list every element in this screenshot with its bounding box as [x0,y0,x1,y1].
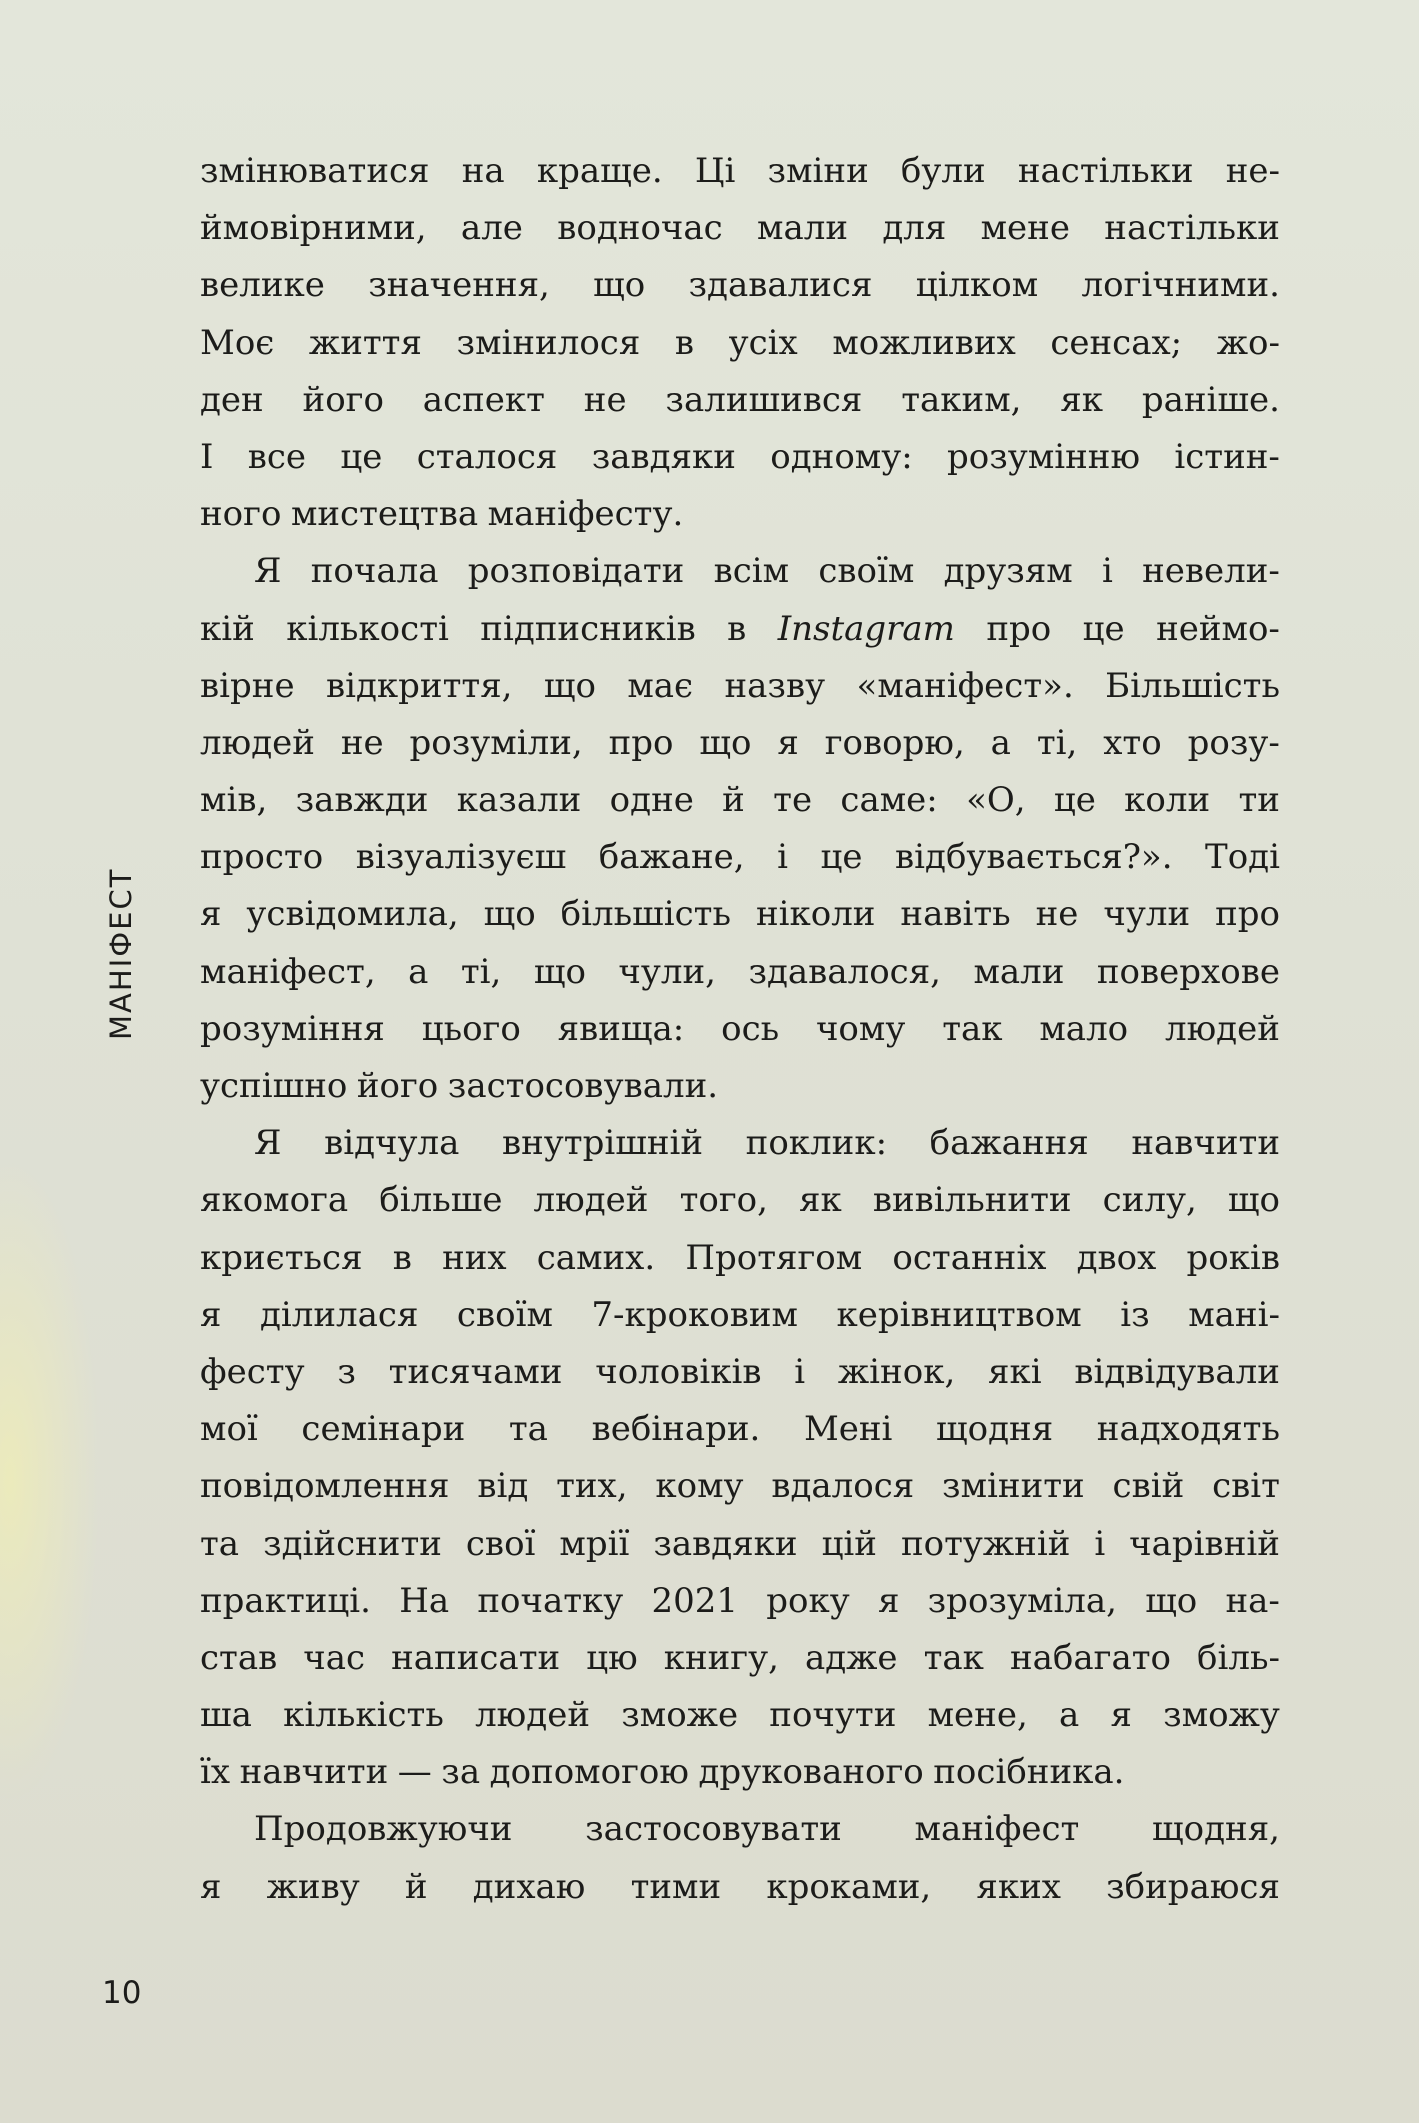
running-header-vertical: МАНІФЕСТ [104,867,138,1040]
text-line: фесту з тисячами чоловіків і жінок, які відвідували [200,1351,1280,1392]
text-line: їх навчити — за допомогою друкованого посібника. [200,1752,1125,1793]
text-line: я живу й дихаю тими кроками, яких збираюся [200,1866,1280,1907]
text-line: кій кількості підписників в Instagram про це неймо- [200,608,1280,649]
text-line: мої семінари та вебінари. Мені щодня надходять [200,1409,1280,1450]
text-line: якомога більше людей того, як вивільнити силу, що [200,1180,1280,1221]
text-line: ден його аспект не залишився таким, як раніше. [200,379,1280,420]
text-line: Продовжуючи застосовувати маніфест щодня, [254,1809,1280,1850]
text-line: ймовірними, але водночас мали для мене настільки [200,208,1280,249]
paragraph [200,143,1280,543]
body-text [200,143,1280,1916]
paragraph [200,1801,1280,1915]
text-line: змінюватися на краще. Ці зміни були настільки не- [200,151,1280,191]
text-line: я усвідомила, що більшість ніколи навіть не чули про [200,894,1280,935]
text-line: успішно його застосовували. [200,1066,719,1106]
text-line: маніфест, а ті, що чули, здавалося, мали поверхове [200,951,1280,992]
text-line: став час написати цю книгу, адже так набагато біль- [200,1637,1280,1678]
text-line: та здійснити свої мрії завдяки цій потужній і чарівній [200,1523,1280,1564]
text-line: Моє життя змінилося в усіх можливих сенсах; жо- [200,322,1280,363]
text-line: ша кількість людей зможе почути мене, а я зможу [200,1695,1280,1736]
text-line: практиці. На початку 2021 року я зрозуміла, що на- [200,1580,1280,1621]
text-line: я ділилася своїм 7-кроковим керівництвом із мані- [200,1294,1280,1335]
text-line: повідомлення від тих, кому вдалося змінити свій світ [200,1466,1280,1507]
text-line: вірне відкриття, що має назву «маніфест». Більшість [200,665,1280,706]
text-line: І все це сталося завдяки одному: розумінню істин- [200,436,1280,477]
text-line: людей не розуміли, про що я говорю, а ті, хто розу- [200,722,1280,763]
text-line: ного мистецтва маніфесту. [200,494,684,535]
paragraph [200,1115,1280,1801]
text-line: мів, завжди казали одне й те саме: «О, це коли ти [200,780,1280,821]
text-line: просто візуалізуєш бажане, і це відбувається?». Тоді [200,837,1280,878]
text-line: Я відчула внутрішній поклик: бажання навчити [254,1123,1280,1164]
text-line: велике значення, що здавалися цілком логічними. [200,265,1280,306]
page-number: 10 [102,1975,142,2011]
text-line: розуміння цього явища: ось чому так мало людей [200,1008,1280,1049]
text-line: Я почала розповідати всім своїм друзям і невели- [254,551,1280,592]
paragraph [200,543,1280,1115]
text-line: криється в них самих. Протягом останніх двох років [200,1237,1280,1278]
